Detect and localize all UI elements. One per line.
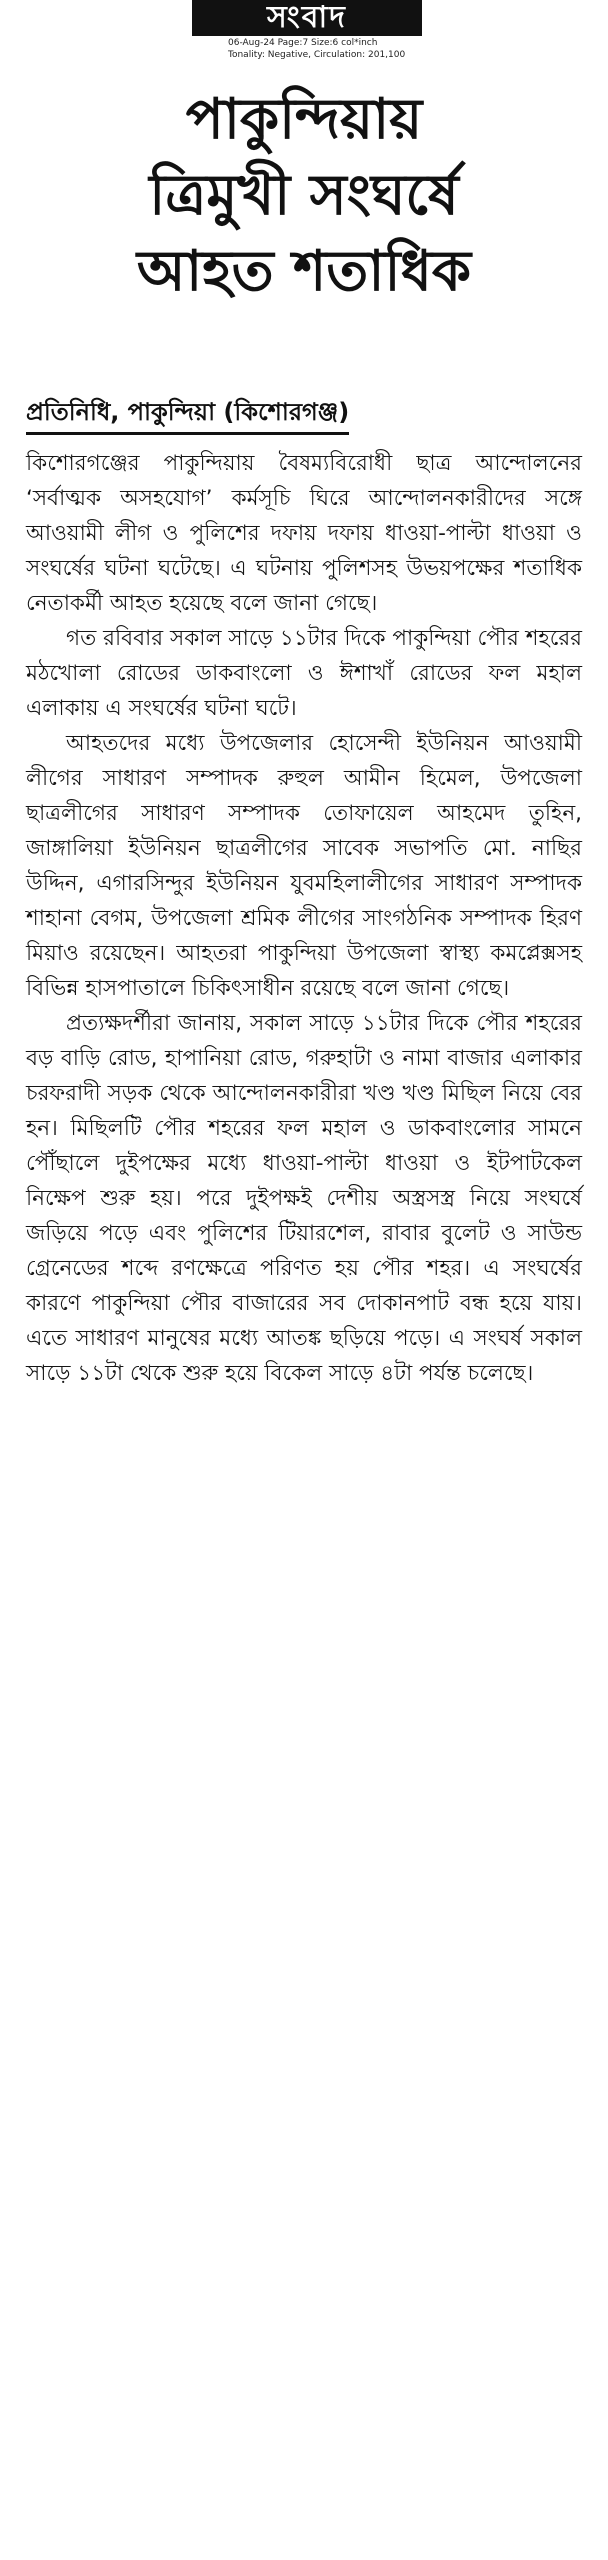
headline-line-2: ত্রিমুখী সংঘর্ষে — [149, 163, 459, 228]
article-paragraph-1: কিশোরগঞ্জের পাকুন্দিয়ায় বৈষম্যবিরোধী ছাত্র আন্দোলনের ‘সর্বাত্মক অসহযোগ’ কর্মসূচি ঘিরে আন্দোলনকারীদের সঙ্গে আওয়ামী লীগ ও পুলিশের দফায় দফায় ধাওয়া-পাল্টা ধাওয়া ও সংঘর্ষের ঘটনা ঘটেছে। এ ঘটনায় পুলিশসহ উভয়পক্ষের শতাধিক নেতাকর্মী আহত হয়েছে বলে জানা গেছে। — [26, 451, 582, 616]
clipping-tonality-line: Tonality: Negative, Circulation: 201,100 — [228, 50, 406, 60]
clipping-info — [228, 37, 468, 61]
newspaper-logo: সংবাদ — [192, 0, 422, 36]
headline-line-3: আহত শতাধিক — [136, 239, 472, 304]
article-body — [26, 446, 582, 1391]
masthead — [0, 0, 608, 72]
headline — [0, 82, 608, 310]
article-paragraph-4: প্রত্যক্ষদর্শীরা জানায়, সকাল সাড়ে ১১টার দিকে পৌর শহরের বড় বাড়ি রোড, হাপানিয়া রোড, গরুহাটা ও নামা বাজার এলাকার চরফরাদী সড়ক থেকে আন্দোলনকারীরা খণ্ড খণ্ড মিছিল নিয়ে বের হন। মিছিলটি পৌর শহরের ফল মহাল ও ডাকবাংলোর সামনে পৌঁছালে দুইপক্ষের মধ্যে ধাওয়া-পাল্টা ধাওয়া ও ইটপাটকেল নিক্ষেপ শুরু হয়। পরে দুইপক্ষই দেশীয় অস্ত্রসস্ত্র নিয়ে সংঘর্ষে জড়িয়ে পড়ে এবং পুলিশের টিয়ারশেল, রাবার বুলেট ও সাউন্ড গ্রেনেডের শব্দে রণক্ষেত্রে পরিণত হয় পৌর শহর। এ সংঘর্ষের কারণে পাকুন্দিয়া পৌর বাজারের সব দোকানপাট বন্ধ হয়ে যায়। এতে সাধারণ মানুষের মধ্যে আতঙ্ক ছড়িয়ে পড়ে। এ সংঘর্ষ সকাল সাড়ে ১১টা থেকে শুরু হয়ে বিকেল সাড়ে ৪টা পর্যন্ত চলেছে। — [26, 1011, 582, 1386]
article-paragraph-3: আহতদের মধ্যে উপজেলার হোসেন্দী ইউনিয়ন আওয়ামী লীগের সাধারণ সম্পাদক রুহুল আমীন হিমেল, উপজেলা ছাত্রলীগের সাধারণ সম্পাদক তোফায়েল আহমেদ তুহিন, জাঙ্গালিয়া ইউনিয়ন ছাত্রলীগের সাবেক সভাপতি মো. নাছির উদ্দিন, এগারসিন্দুর ইউনিয়ন যুবমহিলালীগের সাধারণ সম্পাদক শাহানা বেগম, উপজেলা শ্রমিক লীগের সাংগঠনিক সম্পাদক হিরণ মিয়াও রয়েছেন। আহতরা পাকুন্দিয়া উপজেলা স্বাস্থ্য কমপ্লেক্সসহ বিভিন্ন হাসপাতালে চিকিৎসাধীন রয়েছে বলে জানা গেছে। — [26, 731, 582, 1001]
headline-line-1: পাকুন্দিয়ায় — [185, 87, 423, 152]
byline: প্রতিনিধি, পাকুন্দিয়া (কিশোরগঞ্জ) — [26, 394, 349, 435]
clipping-date-line: 06-Aug-24 Page:7 Size:6 col*inch — [228, 38, 378, 48]
article-paragraph-2: গত রবিবার সকাল সাড়ে ১১টার দিকে পাকুন্দিয়া পৌর শহরের মঠখোলা রোডের ডাকবাংলো ও ঈশাখাঁ রোডের ফল মহাল এলাকায় এ সংঘর্ষের ঘটনা ঘটে। — [26, 626, 582, 721]
